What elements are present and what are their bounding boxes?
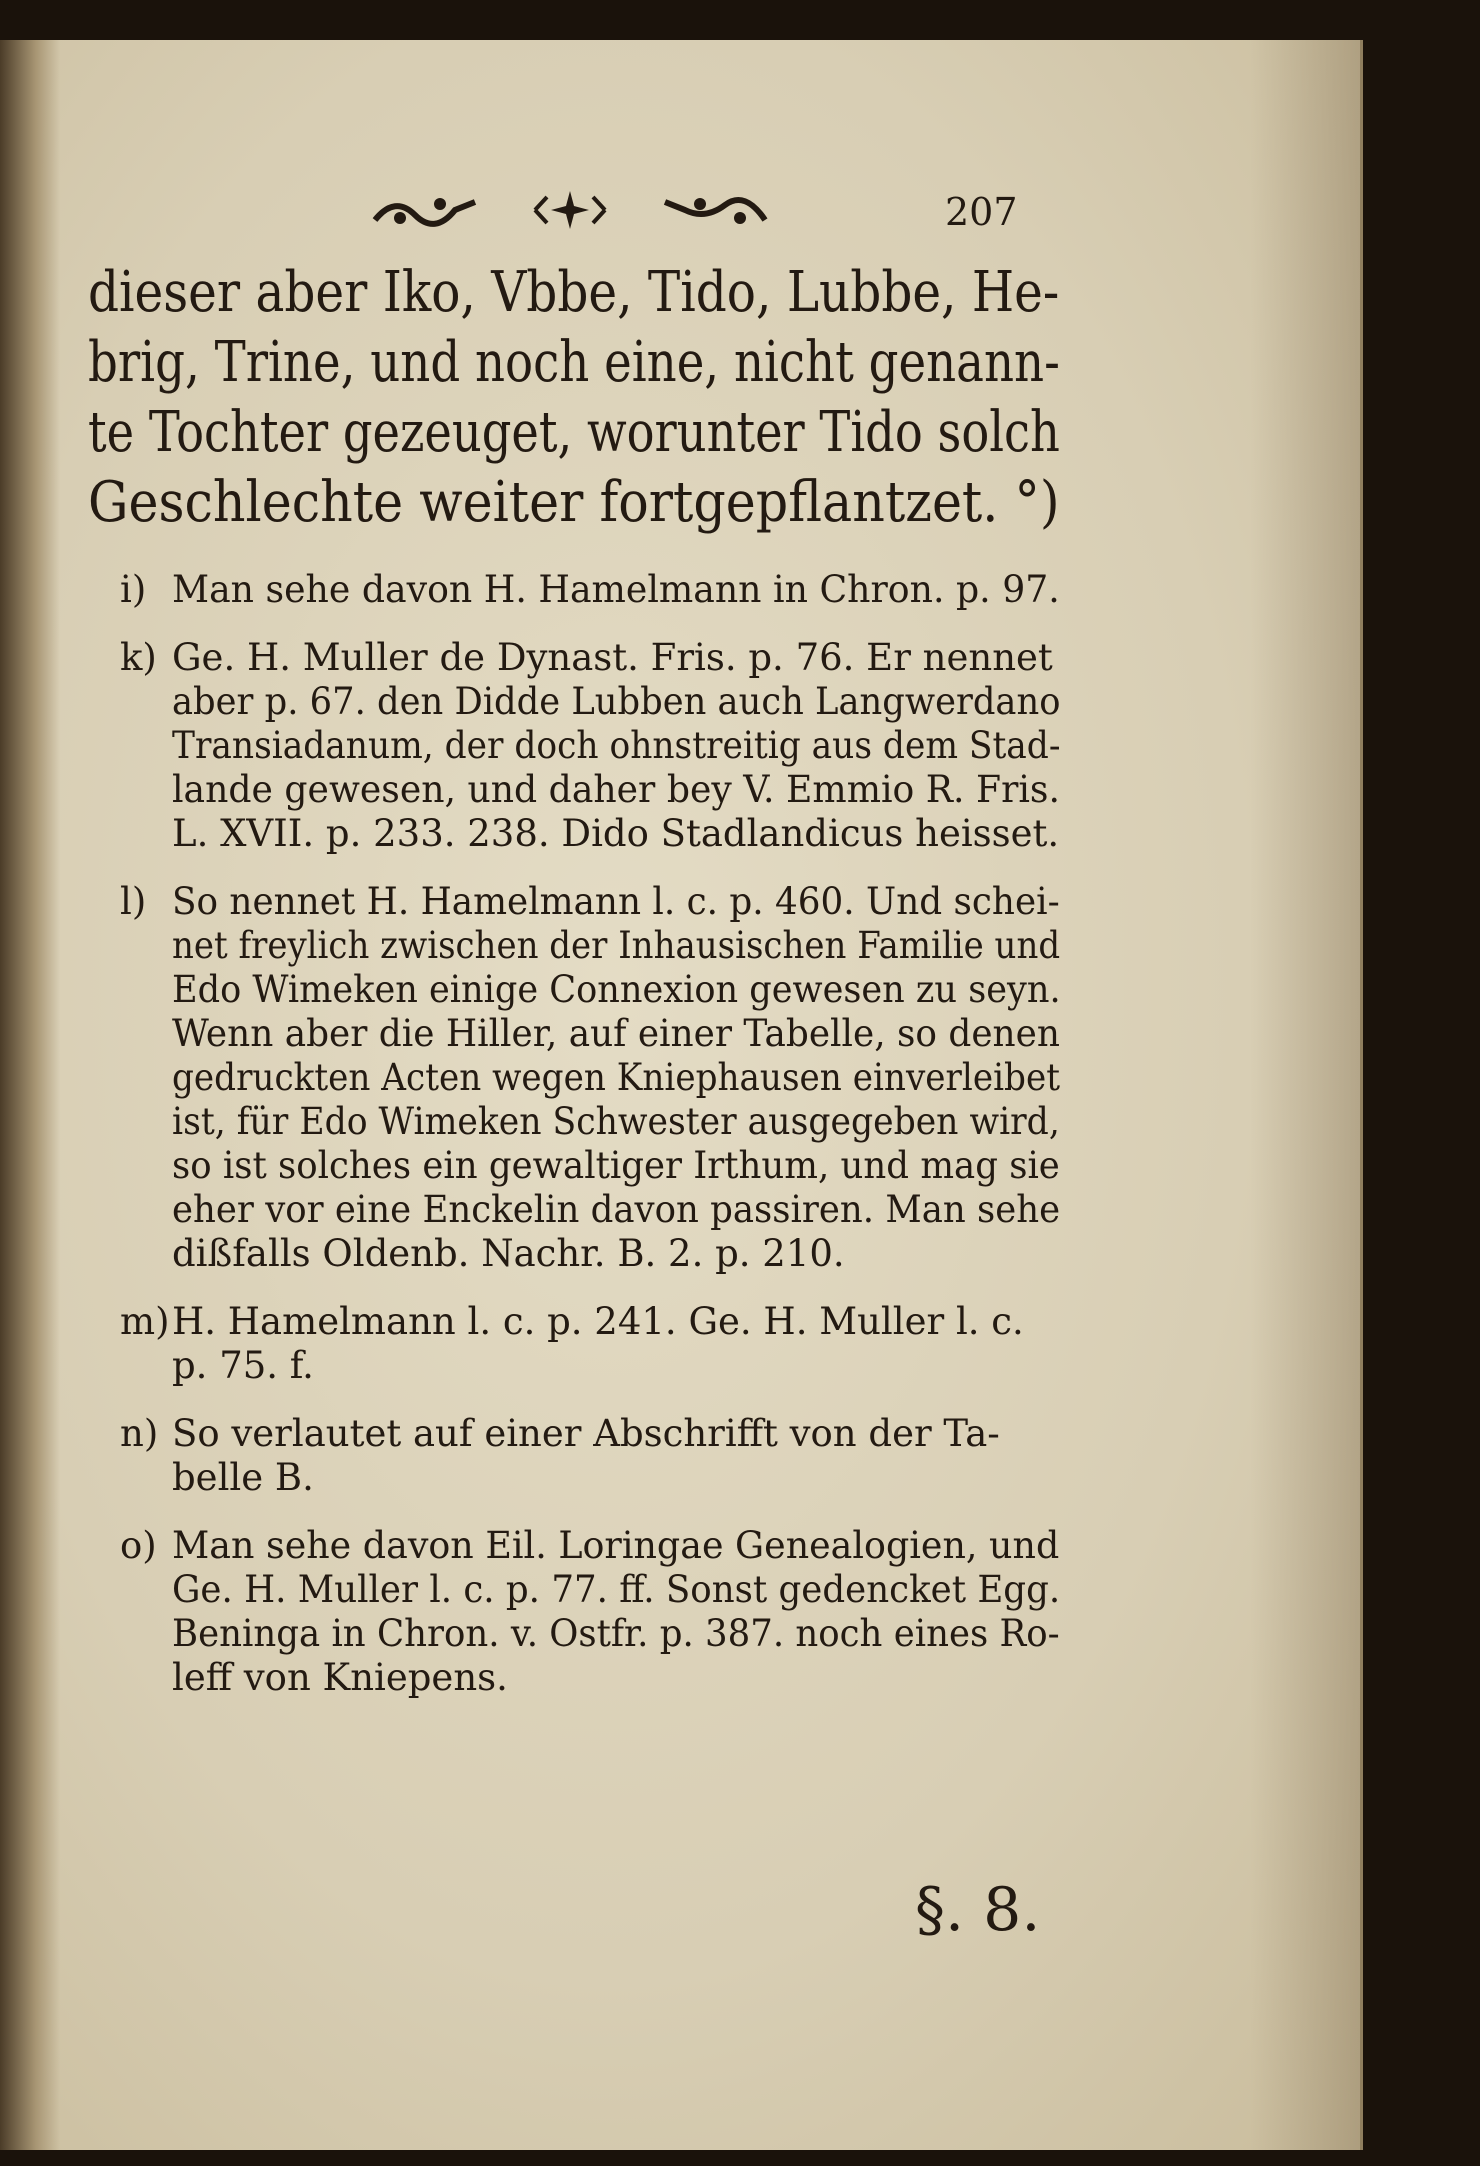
footnote-l-line: net freylich zwischen der Inhausischen Familie und bbox=[172, 924, 1061, 967]
footnote-k-line: Transiadanum, der doch ohnstreitig aus dem Stad- bbox=[172, 724, 1061, 767]
body-line-1: dieser aber Iko, Vbbe, Tido, Lubbe, He- bbox=[88, 260, 1060, 325]
star-ornament-icon bbox=[525, 185, 615, 235]
footnote-i-line: Man sehe davon H. Hamelmann in Chron. p. 97. bbox=[172, 568, 1060, 611]
footnote-marker-n: n) bbox=[120, 1412, 159, 1455]
footnote-l-line: ist, für Edo Wimeken Schwester ausgegeben wird, bbox=[172, 1100, 1060, 1143]
footnote-o-line: Ge. H. Muller l. c. p. 77. ff. Sonst gedencket Egg. bbox=[172, 1568, 1061, 1611]
footnote-l-line: Edo Wimeken einige Connexion gewesen zu seyn. bbox=[172, 968, 1061, 1011]
footnote-marker-l: l) bbox=[120, 880, 147, 923]
page-edge-shadow bbox=[1250, 40, 1360, 2150]
footnote-l-line: gedruckten Acten wegen Kniephausen einverleibet bbox=[172, 1056, 1060, 1099]
footnote-l-line: so ist solches ein gewaltiger Irthum, und mag sie bbox=[172, 1144, 1060, 1187]
footnote-k-line: lande gewesen, und daher bey V. Emmio R. Fris. bbox=[172, 768, 1060, 811]
catchword-section-mark: §. 8. bbox=[915, 1875, 1041, 1945]
footnote-n-line: belle B. bbox=[172, 1456, 314, 1499]
page-gutter bbox=[0, 40, 60, 2150]
body-line-4: Geschlechte weiter fortgepflantzet. °) bbox=[88, 470, 1060, 535]
footnote-l-line: Wenn aber die Hiller, auf einer Tabelle, so denen bbox=[172, 1012, 1060, 1055]
footnote-marker-k: k) bbox=[120, 636, 157, 679]
body-line-3: te Tochter gezeuget, worunter Tido solch bbox=[88, 400, 1060, 465]
footnote-k-line: L. XVII. p. 233. 238. Dido Stadlandicus heisset. bbox=[172, 812, 1060, 855]
footnote-k-line: Ge. H. Muller de Dynast. Fris. p. 76. Er nennet bbox=[172, 636, 1053, 679]
footnote-m-line: H. Hamelmann l. c. p. 241. Ge. H. Muller l. c. bbox=[172, 1300, 1024, 1343]
body-line-2: brig, Trine, und noch eine, nicht genann- bbox=[88, 330, 1060, 395]
footnote-k-line: aber p. 67. den Didde Lubben auch Langwerdano bbox=[172, 680, 1061, 723]
footnote-o-line: Beninga in Chron. v. Ostfr. p. 387. noch eines Ro- bbox=[172, 1612, 1060, 1655]
footnote-o-line: Man sehe davon Eil. Loringae Genealogien, und bbox=[172, 1524, 1060, 1567]
footnote-marker-i: i) bbox=[120, 568, 147, 611]
footnote-l-line: eher vor eine Enckelin davon passiren. Man sehe bbox=[172, 1188, 1061, 1231]
footnote-o-line: leff von Kniepens. bbox=[172, 1656, 508, 1699]
footnote-l-line: So nennet H. Hamelmann l. c. p. 460. Und schei- bbox=[172, 880, 1060, 923]
footnote-marker-o: o) bbox=[120, 1524, 157, 1567]
header-ornament bbox=[370, 182, 770, 238]
vine-ornament-left-icon bbox=[370, 190, 480, 230]
footnote-n-line: So verlautet auf einer Abschrifft von der Ta- bbox=[172, 1412, 1000, 1455]
footnote-l-line: dißfalls Oldenb. Nachr. B. 2. p. 210. bbox=[172, 1232, 845, 1275]
vine-ornament-right-icon bbox=[660, 190, 770, 230]
footnote-m-line: p. 75. f. bbox=[172, 1344, 314, 1387]
footnote-marker-m: m) bbox=[120, 1300, 170, 1343]
page-number: 207 bbox=[945, 190, 1018, 234]
